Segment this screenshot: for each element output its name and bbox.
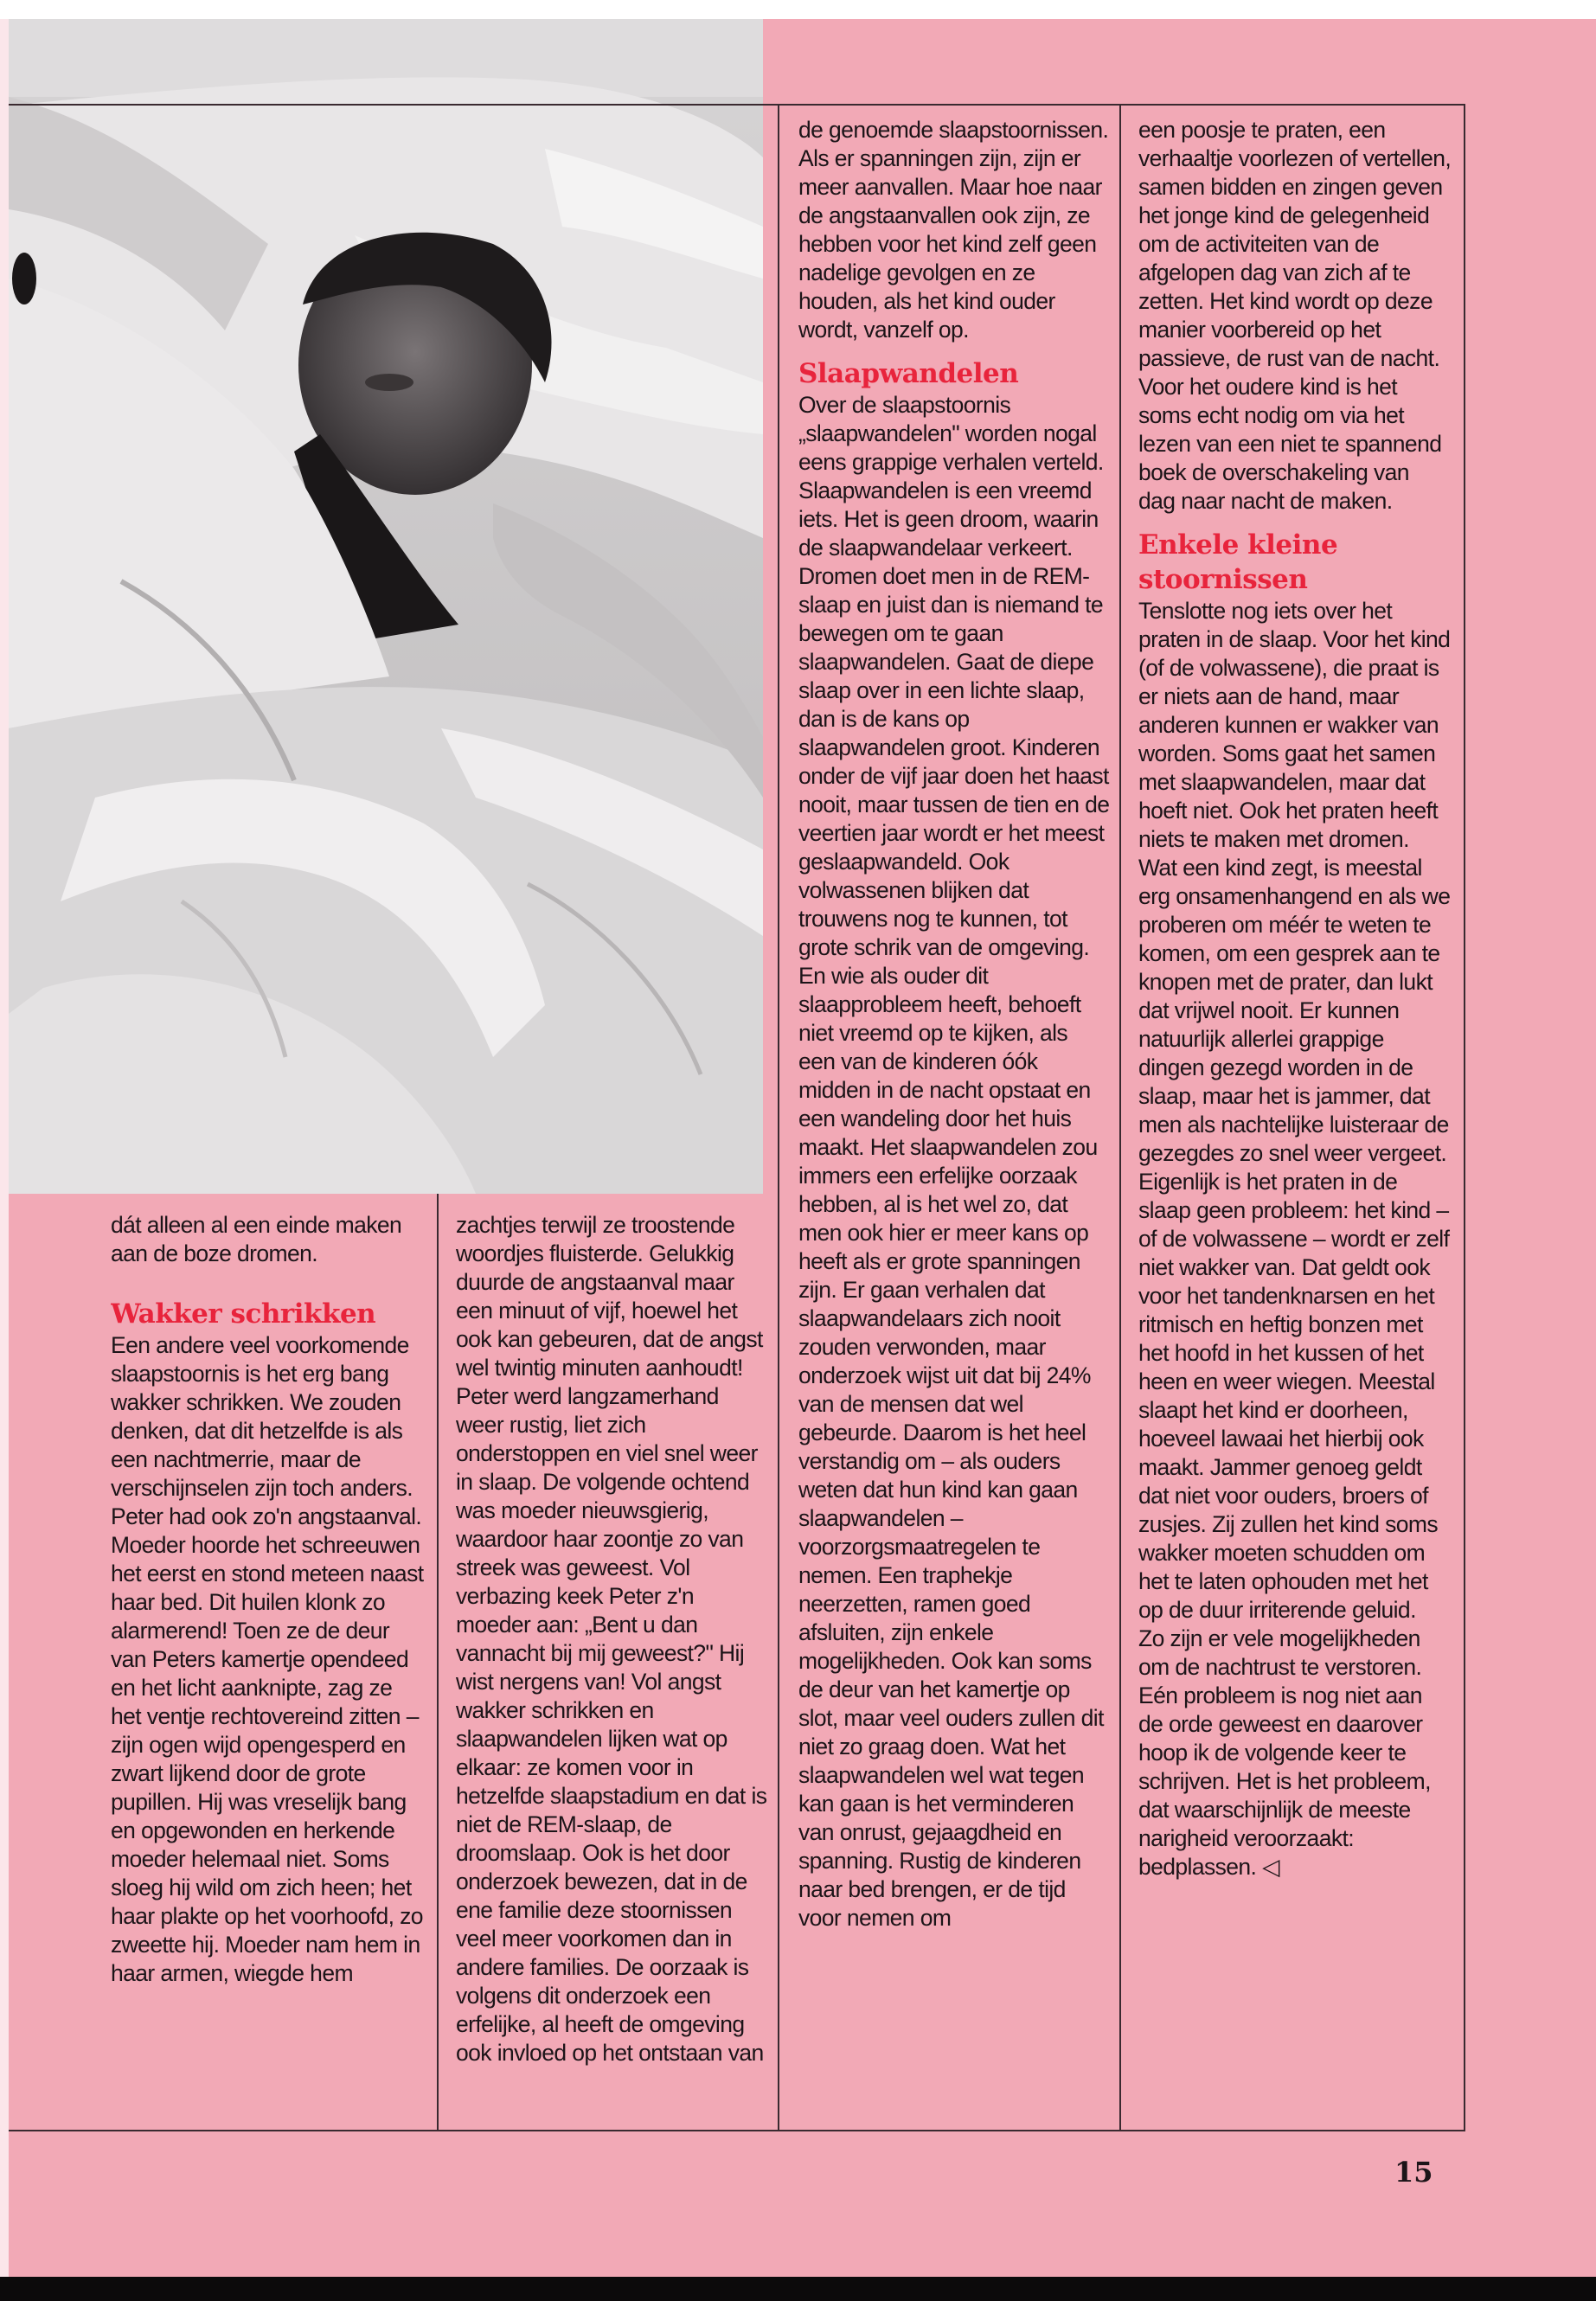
column-divider-2-3	[778, 104, 779, 2130]
col4-body-2: Zo zijn er vele mogelijkheden om de nachtrust te verstoren. Eén probleem is nog niet aan de orde geweest en daarover hoop ik de volgende keer te schrijven. Het is het probleem, dat waarschijnlijk de meeste narigheid veroorzaakt: bedplassen. ◁	[1138, 1625, 1431, 1880]
page-number: 15	[1394, 2156, 1433, 2189]
col1-continuation: dát alleen al een einde maken aan de boze dromen.	[111, 1212, 402, 1266]
bottom-border	[0, 2277, 1596, 2301]
col2-body: zachtjes terwijl ze troostende woordjes fluisterde. Gelukkig duurde de angstaanval maar een minuut of vijf, hoewel het ook kan gebeuren, dat de angst wel twintig minuten aanhoudt! Peter werd langzamerhand weer rustig, liet zich onderstoppen en viel snel weer in slaap. De volgende ochtend was moeder nieuwsgierig, waardoor haar zoontje zo van streek was geweest. Vol verbazing keek Peter z'n moeder aan: „Bent u dan vannacht bij mij geweest?" Hij wist nergens van! Vol angst wakker schrikken en slaapwandelen lijken wat op elkaar: ze komen voor in hetzelfde slaapstadium en dat is niet de REM-slaap, de droomslaap. Ook is het door onderzoek bewezen, dat in de ene familie deze stoornissen veel meer voorkomen dan in andere families. De oorzaak is volgens dit onderzoek een erfelijke, al heeft de omgeving ook invloed op het ontstaan van	[456, 1212, 767, 2066]
sleeping-child-photo	[9, 19, 763, 1194]
top-border	[0, 0, 1596, 19]
col4-body-1: Tenslotte nog iets over het praten in de slaap. Voor het kind (of de volwassene), die praat is er niets aan de hand, maar anderen kunnen er wakker van worden. Soms gaat het samen met slaapwandelen, maar dat hoeft niet. Ook het praten heeft niets te maken met dromen. Wat een kind zegt, is meestal erg onsamenhangend en als we proberen om méér te weten te komen, om een gesprek aan te knopen met de prater, dan lukt dat vrijwel nooit. Er kunnen natuurlijk allerlei grappige dingen gezegd worden in de slaap, maar het is jammer, dat men als nachtelijke luisteraar de gezegdes zo snel weer vergeet. Eigenlijk is het praten in de slaap geen probleem: het kind – of de volwassene – wordt er zelf niet wakker van. Dat geldt ook voor het tandenknarsen en het ritmisch en heftig bonzen met het hoofd in het kussen of het heen en weer wiegen. Meestal slaapt het kind er doorheen, hoeveel lawaai het hierbij ook maakt. Jammer genoeg geldt dat niet voor ouders, broers of zusjes. Zij zullen het kind soms wakker moeten schudden om het te laten ophouden met het op de duur irriterende geluid.	[1138, 598, 1451, 1623]
column-3	[798, 116, 1110, 2126]
footer-rule	[9, 2130, 1465, 2131]
heading-enkele-kleine-stoornissen: Enkele kleine stoornissen	[1138, 529, 1338, 595]
col4-intro: een poosje te praten, een verhaaltje voorlezen of vertellen, samen bidden en zingen geven het jonge kind de gelegenheid om de activiteiten van de afgelopen dag van zich af te zetten. Het kind wordt op deze manier voorbereid op het passieve, de rust van de nacht. Voor het oudere kind is het soms echt nodig om via het lezen van een niet te spannend boek de overschakeling van dag naar nacht de maken.	[1138, 117, 1452, 514]
col1-body: Een andere veel voorkomende slaapstoornis is het erg bang wakker schrikken. We zouden denken, dat dit hetzelfde is als een nachtmerrie, maar de verschijnselen zijn toch anders. Peter had ook zo'n angstaanval. Moeder hoorde het schreeuwen het eerst en stond meteen naast haar bed. Dit huilen klonk zo alarmerend! Toen ze de deur van Peters kamertje opendeed en het licht aanknipte, zag ze het ventje rechtovereind zitten – zijn ogen wijd opengesperd en zwart lijkend door de grote pupillen. Hij was vreselijk bang en opgewonden en herkende moeder helemaal niet. Soms sloeg hij wild om zich heen; het haar plakte op het voorhoofd, zo zweette hij. Moeder nam hem in haar armen, wiegde hem	[111, 1332, 424, 1986]
col3-body-1: Over de slaapstoornis „slaapwandelen" worden nogal eens grappige verhalen verteld.	[798, 392, 1104, 475]
column-divider-3-4	[1119, 104, 1121, 2130]
column-4	[1138, 116, 1452, 2126]
column-divider-1-2	[437, 1194, 439, 2130]
heading-slaapwandelen: Slaapwandelen	[798, 358, 1019, 389]
col3-body-2: Slaapwandelen is een vreemd iets. Het is geen droom, waarin de slaapwandelaar verkeert. Dromen doet men in de REM-slaap en juist dan is niemand te bewegen om te gaan slaapwandelen. Gaat de diepe slaap over in een lichte slaap, dan is de kans op slaapwandelen groot. Kinderen onder de vijf jaar doen het haast nooit, maar tussen de tien en de veertien jaar wordt er het meest geslaapwandeld. Ook volwassenen blijken dat trouwens nog te kunnen, tot grote schrik van de omgeving. En wie als ouder dit slaapprobleem heeft, behoeft niet vreemd op te kijken, als een van de kinderen óók midden in de nacht opstaat en een wandeling door het huis maakt. Het slaapwandelen zou immers een erfelijke oorzaak hebben, al is het wel zo, dat men ook hier er meer kans op heeft als er grote spanningen zijn. Er gaan verhalen dat slaapwandelaars zich nooit zouden verwonden, maar onderzoek wijst uit dat bij 24% van de mensen dat wel gebeurde. Daarom is het heel verstandig om – als ouders weten dat hun kind kan gaan slaapwandelen – voorzorgsmaatregelen te nemen. Een traphekje neerzetten, ramen goed afsluiten, zijn enkele mogelijkheden. Ook kan soms de deur van het kamertje op slot, maar veel ouders zullen dit niet zo graag doen. Wat het slaapwandelen wel wat tegen kan gaan is het verminderen van onrust, gejaagdheid en spanning. Rustig de kinderen naar bed brengen, er de tijd voor nemen om	[798, 478, 1110, 1931]
column-2	[456, 1211, 767, 2126]
col3-intro: de genoemde slaapstoornissen. Als er spanningen zijn, zijn er meer aanvallen. Maar hoe naar de angstaanvallen ook zijn, ze hebben voor het kind zelf geen nadelige gevolgen en ze houden, als het kind ouder wordt, vanzelf op.	[798, 117, 1109, 343]
right-border	[1464, 104, 1465, 2130]
column-1	[111, 1211, 424, 2126]
heading-wakker-schrikken: Wakker schrikken	[111, 1298, 376, 1330]
header-rule	[9, 104, 1465, 106]
left-edge	[0, 19, 9, 2277]
